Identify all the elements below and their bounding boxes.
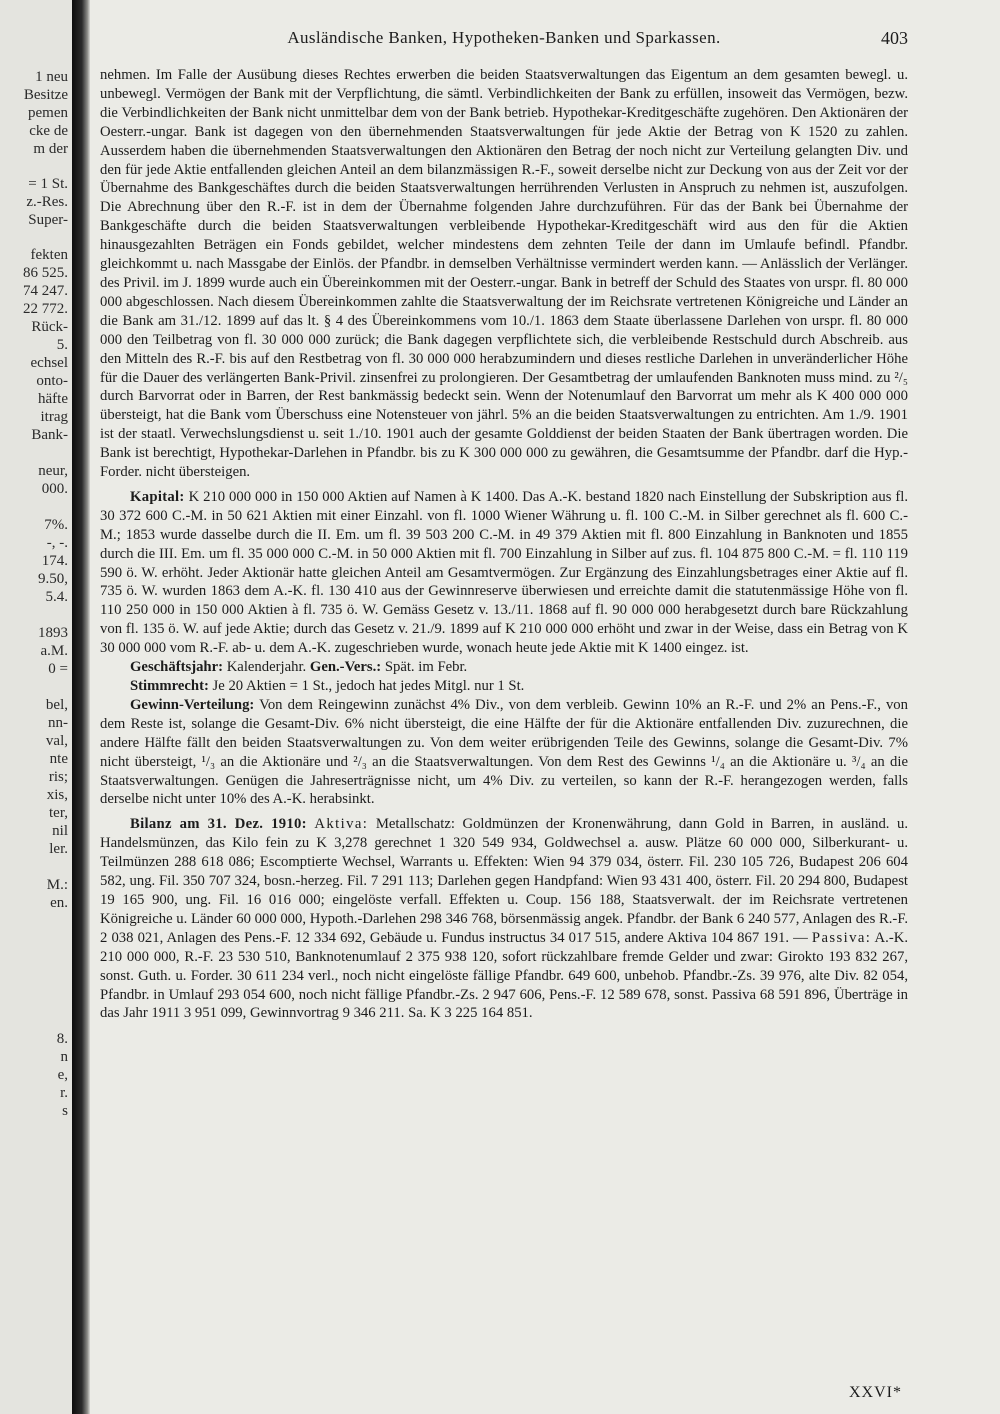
gen-vers-text: Spät. im Febr.	[384, 659, 468, 676]
geschaeftsjahr-label: Geschäftsjahr:	[130, 659, 224, 676]
adjacent-page-fragment: fekten	[30, 247, 68, 263]
adjacent-page-fragment: 0 =	[48, 661, 68, 677]
adjacent-page-fragment: Bank-	[31, 427, 68, 443]
adjacent-page-fragment: z.-Res.	[26, 194, 68, 210]
paragraph-bilanz	[100, 815, 908, 1023]
passiva-label: Passiva:	[811, 929, 872, 946]
adjacent-page-fragment: en.	[50, 895, 68, 911]
bilanz-label: Bilanz am 31. Dez. 1910:	[130, 816, 307, 833]
adjacent-page-fragment: = 1 St.	[28, 176, 68, 192]
adjacent-page-fragment: häfte	[38, 391, 68, 407]
adjacent-page-fragment: 8.	[56, 1031, 68, 1047]
adjacent-page-fragment: nn-	[48, 715, 68, 731]
adjacent-page-fragment: 1893	[38, 625, 68, 641]
running-title: Ausländische Banken, Hypotheken-Banken und Sparkassen.	[287, 28, 721, 47]
adjacent-page-fragment: s	[62, 1103, 68, 1119]
paragraph-geschaeftsjahr	[100, 658, 908, 677]
stimmrecht-text: Je 20 Aktien = 1 St., jedoch hat jedes Mitgl. nur 1 St.	[212, 678, 525, 694]
adjacent-page-fragment: neur,	[38, 463, 68, 479]
aktiva-label: Aktiva:	[314, 816, 369, 833]
aktiva-text: Metallschatz: Goldmünzen der Kronenwährung, dann Gold in Barren, in ausländ. u. Handelsmünzen, das Kilo fein zu K 3,278 gerechnet 1 320 549 934, Goldwechsel a. ausw. Plätze 60 000 000, Silberkurant- u. Teilmünzen 288 618 086; Escomptierte Wechsel, Warrants u. Effekten: Wien 94 379 034, österr. Fil. 230 105 726, Budapest 206 604 582, ung. Fil. 350 707 324, bosn.-herzeg. Fil. 7 291 113; Darlehen gegen Handpfand: Wien 93 431 400, österr. Fil. 20 294 800, Budapest 19 165 900, ung. Fil. 16 016 000; eingelöste verfall. Effekten u. Coup. 156 188, Staatsverwalt. der im Reichsrate vertretenen Königreiche u. Länder 60 000 000, Hypoth.-Darlehen 298 346 768, börsenmässig angek. Pfandbr. der Bank 6 240 577, Anlagen des R.-F. 2 038 021, Anlagen des Pens.-F. 12 334 692, Gebäude u. Fundus instructus 34 017 515, andere Aktiva 104 867 191. —	[100, 816, 909, 946]
adjacent-page-fragment: Rück-	[31, 319, 68, 335]
adjacent-page-fragment: 7%.	[44, 517, 68, 533]
gewinn-text: Von dem Reingewinn zunächst 4% Div., von dem verbleib. Gewinn 10% an R.-F. und 2% an Pens.-F., von dem Reste ist, solange die Gesamt-Div. 6% nicht übersteigt, die eine Hälfte der für die Aktionäre entfallenden Div. zuzurechnen, die andere Hälfte fällt den beiden Staatsverwaltungen zu. Von dem weiter erübrigenden Teile des Gewinns, solange die Gesamt-Div. 7% nicht übersteigt, ¹/₃ an die Aktionäre und ²/₃ an die Staatsverwaltungen. Von dem Rest des Gewinns ¹/₄ an die Aktionäre u. ³/₄ an die Staatsverwaltungen. Genügen die Jahreserträgnisse nicht, um 4% Div. zu verteilen, so kann der R.-F. herangezogen werden, falls derselbe nicht unter 10% des A.-K. herabsinkt.	[100, 696, 908, 808]
adjacent-page-fragment: 74 247.	[23, 283, 68, 299]
adjacent-page-fragment: 5.4.	[45, 589, 68, 605]
paragraph-gewinn	[100, 696, 908, 809]
adjacent-page-strip	[0, 0, 72, 1414]
running-head	[100, 28, 908, 52]
stimmrecht-label: Stimmrecht:	[130, 678, 209, 694]
adjacent-page-fragment: xis,	[46, 787, 68, 803]
adjacent-page-fragment: ris;	[48, 769, 68, 785]
main-text	[100, 66, 908, 1023]
adjacent-page-fragment: bel,	[45, 697, 68, 713]
geschaeftsjahr-text: Kalenderjahr.	[226, 659, 307, 676]
adjacent-page-fragment: 000.	[41, 481, 68, 497]
adjacent-page-fragment: cke de	[29, 123, 68, 139]
adjacent-page-fragment: nte	[49, 751, 68, 767]
passiva-text: A.-K. 210 000 000, R.-F. 23 530 510, Banknotenumlauf 2 375 938 120, sofort rückzahlbare fremde Gelder und zwar: Girokto 193 832 267, sonst. Guth. u. Forder. 30 611 234 verl., noch nicht eingelöste fällige Pfandbr. 649 600, unbehob. Pfandbr.-Zs. 39 976, alte Div. 82 054, Pfandbr. in Umlauf 293 054 600, noch nicht fällige Pfandbr.-Zs. 2 947 606, Pens.-F. 12 589 678, sonst. Passiva 68 591 896, Überträge in das Jahr 1911 3 951 099, Gewinnvortrag 9 346 211. Sa. K 3 225 164 851.	[100, 929, 908, 1022]
book-gutter	[72, 0, 90, 1414]
adjacent-page-fragment: echsel	[30, 355, 68, 371]
adjacent-page-fragment: ter,	[49, 805, 68, 821]
adjacent-page-fragment: pemen	[28, 105, 68, 121]
paragraph-stimmrecht	[100, 677, 908, 696]
adjacent-page-fragment: Super-	[28, 212, 68, 228]
adjacent-page-fragment: ler.	[49, 841, 68, 857]
adjacent-page-fragment: Besitze	[23, 87, 68, 103]
adjacent-page-fragment: val,	[45, 733, 68, 749]
adjacent-page-fragment: itrag	[40, 409, 68, 425]
gen-vers-label: Gen.-Vers.:	[309, 659, 382, 676]
adjacent-page-fragment: M.:	[46, 877, 68, 893]
kapital-text: K 210 000 000 in 150 000 Aktien auf Namen à K 1400. Das A.-K. bestand 1820 nach Einstellung der Subskription aus fl. 30 372 600 C.-M. in 50 621 Aktien mit einer Einzahl. von fl. 1000 Wiener Währung u. fl. 100 C.-M. in Silber gerechnet als fl. 600 C.-M.; 1853 wurde dasselbe durch die II. Em. um fl. 39 503 200 C.-M. in 49 379 Aktien mit fl. 800 Einzahlung in Banknoten und 1855 durch die III. Em. um fl. 35 000 000 C.-M. in 50 000 Aktien mit fl. 700 Einzahlung in Silber auf zus. fl. 104 875 800 C.-M. = fl. 110 119 590 ö. W. erhöht. Jeder Aktionär hatte gleichen Anteil am Gesamtvermögen. Zur Ergänzung des Einzahlungsbetrages einer Aktie auf fl. 735 ö. W. wurden 1863 dem A.-K. fl. 130 410 aus der Gewinnreserve überwiesen und erreichte damit die statutenmässige Höhe von fl. 110 250 000 in 150 000 Aktien à fl. 735 ö. W. Gemäss Gesetz v. 13./11. 1868 auf fl. 90 000 000 herabgesetzt durch bare Rückzahlung von fl. 135 ö. W. auf jede Aktie; durch das Gesetz v. 21./9. 1899 auf K 210 000 000 erhöht und zwar in der Weise, dass ein Betrag von K 30 000 000 vom R.-F. ab- u. dem A.-K. zugeschrieben wurde, wonach heute jede Aktie mit K 1400 eingez. ist.	[100, 488, 908, 657]
adjacent-page-fragment: 86 525.	[23, 265, 68, 281]
adjacent-page-fragment: m der	[33, 141, 68, 157]
adjacent-page-fragment: 22 772.	[23, 301, 68, 317]
adjacent-page-fragment: e,	[57, 1067, 68, 1083]
adjacent-page-fragment: nil	[52, 823, 68, 839]
kapital-label: Kapital:	[130, 488, 185, 505]
paragraph-kapital	[100, 488, 908, 658]
gewinn-label: Gewinn-Verteilung:	[130, 696, 255, 713]
adjacent-page-fragment: 9.50,	[38, 571, 68, 587]
adjacent-page-fragment: 5.	[56, 337, 68, 353]
adjacent-page-fragment: r.	[60, 1085, 68, 1101]
adjacent-page-fragment: 174.	[41, 553, 68, 569]
adjacent-page-fragment: onto-	[36, 373, 68, 389]
signature-mark: XXVI*	[849, 1384, 902, 1401]
adjacent-page-fragment: a.M.	[40, 643, 68, 659]
adjacent-page-fragment: 1 neu	[35, 69, 68, 85]
adjacent-page-fragment: n	[60, 1049, 68, 1065]
page-number: 403	[881, 28, 908, 48]
paragraph-intro: nehmen. Im Falle der Ausübung dieses Rechtes erwerben die beiden Staatsverwaltungen das Eigentum an dem gesamten bewegl. u. unbewegl. Vermögen der Bank mit der Verpflichtung, die sämtl. Verbindlichkeiten der Bank zu erfüllen, insoweit das Vermögen, bezw. die Verbindlichkeiten der Bank nicht unmittelbar dem von der Bank betrieb. Hypothekar-Kreditgeschäfte zugehören. Den Aktionären der Oesterr.-ungar. Bank ist dagegen von den übernehmenden Staatsverwaltungen für jede Aktie der Betrag von K 1520 zu zahlen. Ausserdem haben die übernehmenden Staatsverwaltungen den Aktionären den Betrag der noch nicht zur Verteilung gelangten Div. und den für jede Aktie entfallenden gleichen Anteil an dem bilanzmässigen R.-F., soweit derselbe nicht zur Deckung von aus der Zeit vor der Übernahme des Bankgeschäftes durch die beiden Staatsverwaltungen herrührenden Verlusten in Anspruch zu nehmen ist, auszufolgen. Die Abrechnung über den R.-F. ist in dem der Übernahme folgenden Jahre durchzuführen. Für das der Bank bei Übernahme der Bankgeschäfte durch die beiden Staatsverwaltungen verbleibende Hypothekar-Kreditgeschäft wird aus den für die Aktien hinausgezahlten Beträgen ein Fonds gebildet, welcher mindestens dem zehnten Teile der dann im Umlaufe befindl. Pfandbr. gleichkommt u. nach Massgabe der Einlös. der Pfandbr. in demselben Verhältnisse vermindert werden kann. — Anlässlich der Verlänger. des Privil. im J. 1899 wurde auch ein Übereinkommen mit der Oesterr.-ungar. Bank in betreff der Schuld des Staates von urspr. fl. 80 000 000 abgeschlossen. Nach diesem Übereinkommen zahlte die Staatsverwaltung der im Reichsrate vertretenen Königreiche und Länder an die Bank am 31./12. 1899 auf das lt. § 4 des Übereinkommens vom 10./1. 1863 dem Staate überlassene Darlehen von urspr. fl. 80 000 000 den Teilbetrag von fl. 30 000 000 zurück; die Bank dagegen verpflichtete sich, die verbleibende Restschuld durch Abschreib. aus den Mitteln des R.-F. bis auf den Restbetrag von fl. 30 000 000 herabzumindern und dieses restliche Darlehen in unveränderlicher Höhe für die Dauer des verlängerten Bank-Privil. zinsenfrei zu prolongieren. Der Gesamtbetrag der umlaufenden Banknoten muss mind. zu ²/₅ durch Barvorrat oder in Barren, der Rest bankmässig bedeckt sein. Wenn der Notenumlauf den Barvorrat um mehr als K 400 000 000 übersteigt, hat die Bank vom Überschuss eine Notensteuer von jährl. 5% an die beiden Staatsverwaltungen zu entrichten. Am 1./9. 1901 ist der staatl. Verwechslungsdienst u. seit 1./10. 1901 auch der gesamte Golddienst der beiden Staaten der Bank übertragen worden. Die Bank ist berechtigt, Hypothekar-Darlehen in Pfandbr. bis zu K 300 000 000 zu gewähren, die Gesamtsumme der Pfandbr. darf die Hyp.-Forder. nicht übersteigen.	[100, 67, 908, 481]
adjacent-page-fragment: -, -.	[46, 535, 68, 551]
